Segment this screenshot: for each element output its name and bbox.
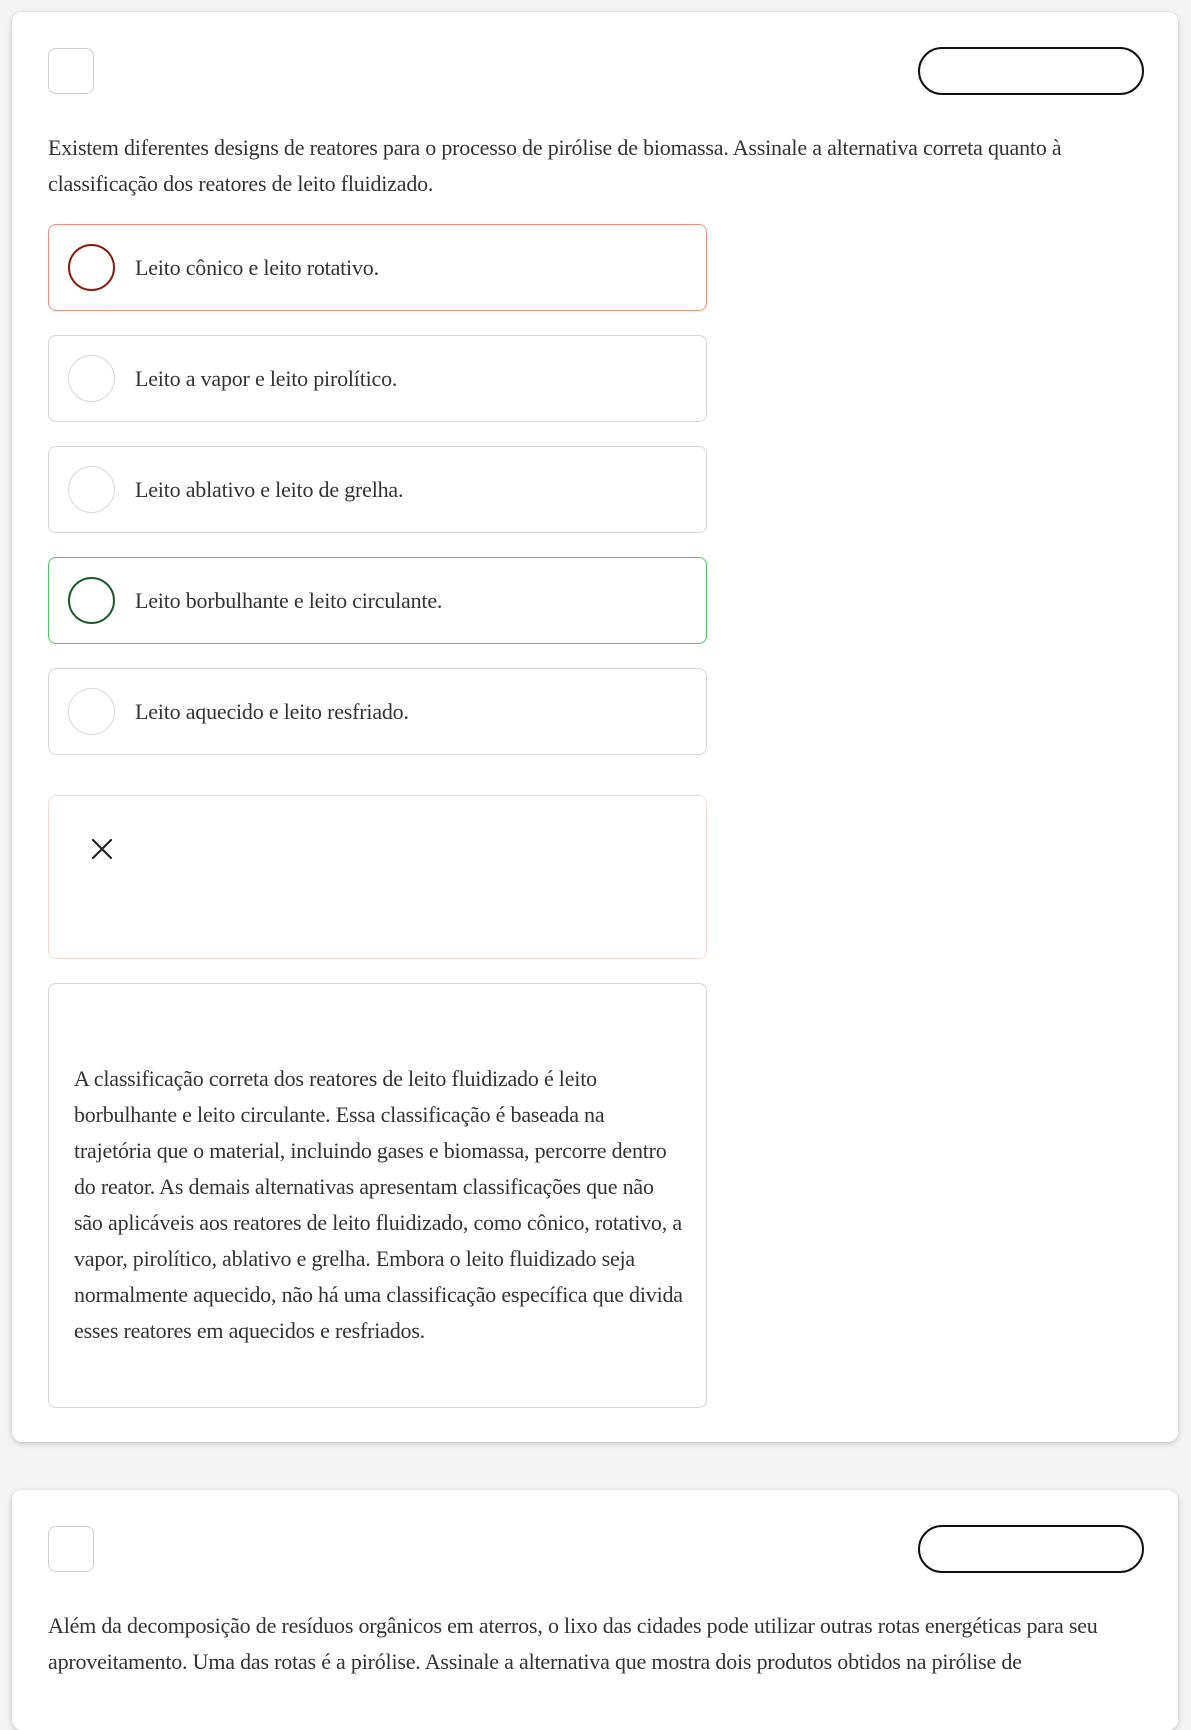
radio-button[interactable] [68, 355, 115, 402]
radio-button[interactable] [68, 688, 115, 735]
question-number-box [48, 48, 94, 94]
option-label: Leito cônico e leito rotativo. [135, 254, 379, 280]
answer-option-c[interactable] [48, 446, 707, 533]
answer-option-b[interactable] [48, 335, 707, 422]
option-label: Leito ablativo e leito de grelha. [135, 476, 404, 502]
explanation-box [48, 983, 707, 1408]
option-label: Leito borbulhante e leito circulante. [135, 587, 443, 613]
question-text: Além da decomposição de resíduos orgânicos em aterros, o lixo das cidades pode utilizar outras rotas energéticas para seu aproveitamento. Uma das rotas é a pirólise. Assinale a alternativa que mostra dois produtos obtidos na pirólise de [48, 1613, 1098, 1674]
answer-option-e[interactable] [48, 668, 707, 755]
radio-button[interactable] [68, 466, 115, 513]
question-text: Existem diferentes designs de reatores para o processo de pirólise de biomassa. Assinale a alternativa correta quanto à classificação dos reatores de leito fluidizado. [48, 135, 1062, 196]
close-icon [89, 836, 115, 862]
answer-option-a[interactable] [48, 224, 707, 311]
question-card [12, 1490, 1178, 1730]
feedback-box [48, 795, 707, 959]
question-card [12, 12, 1178, 1442]
question-action-button[interactable] [918, 1525, 1144, 1573]
answer-option-d[interactable] [48, 557, 707, 644]
explanation-text: A classificação correta dos reatores de leito fluidizado é leito borbulhante e leito circulante. Essa classificação é baseada na trajetória que o material, incluindo gases e biomassa, percorre dentro do reator. As demais alternativas apresentam classificações que não são aplicáveis aos reatores de leito fluidizado, como cônico, rotativo, a vapor, pirolítico, ablativo e grelha. Embora o leito fluidizado seja normalmente aquecido, não há uma classificação específica que divida esses reatores em aquecidos e resfriados. [74, 1066, 683, 1343]
radio-button[interactable] [68, 577, 115, 624]
option-label: Leito a vapor e leito pirolítico. [135, 365, 398, 391]
option-label: Leito aquecido e leito resfriado. [135, 698, 409, 724]
question-number-box [48, 1526, 94, 1572]
radio-button[interactable] [68, 244, 115, 291]
question-action-button[interactable] [918, 47, 1144, 95]
